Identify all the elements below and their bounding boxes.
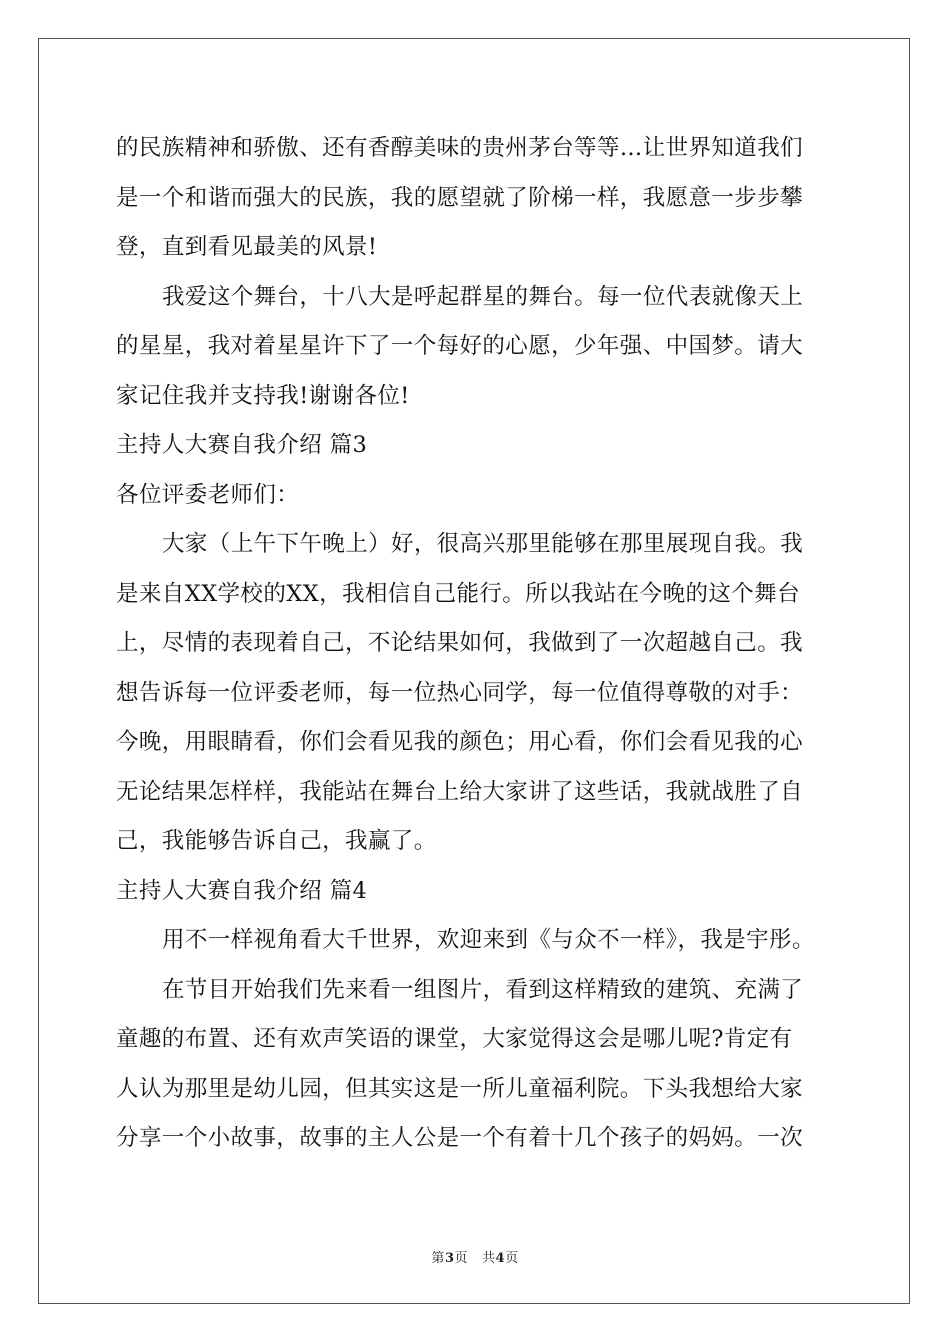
document-body bbox=[116, 124, 846, 1164]
section-heading: 主持人大赛自我介绍 篇4 bbox=[116, 877, 368, 904]
text-line: 在节目开始我们先来看一组图片，看到这样精致的建筑、充满了 bbox=[162, 976, 804, 1003]
text-line: 的民族精神和骄傲、还有香醇美味的贵州茅台等等…让世界知道我们 bbox=[116, 135, 804, 161]
total-prefix: 共 bbox=[482, 1251, 496, 1266]
page-suffix: 页 bbox=[454, 1251, 468, 1266]
page-number: 3 bbox=[444, 1251, 455, 1266]
text-line: 己，我能够告诉自己，我赢了。 bbox=[116, 828, 437, 854]
text-line: 的星星，我对着星星许下了一个每好的心愿，少年强、中国梦。请大 bbox=[116, 333, 804, 359]
total-pages: 4 bbox=[495, 1251, 506, 1266]
text-line: 是来自XX学校的XX，我相信自己能行。所以我站在今晚的这个舞台 bbox=[116, 580, 800, 607]
page-footer bbox=[0, 1247, 950, 1266]
text-line: 我爱这个舞台，十八大是呼起群星的舞台。每一位代表就像天上 bbox=[162, 283, 804, 310]
text-line: 用不一样视角看大千世界，欢迎来到《与众不一样》，我是宇彤。 bbox=[162, 927, 815, 953]
text-line: 想告诉每一位评委老师，每一位热心同学，每一位值得尊敬的对手： bbox=[116, 679, 804, 706]
text-line: 家记住我并支持我!谢谢各位! bbox=[116, 382, 410, 409]
section-heading: 主持人大赛自我介绍 篇3 bbox=[116, 432, 368, 458]
text-line: 无论结果怎样样，我能站在舞台上给大家讲了这些话，我就战胜了自 bbox=[116, 778, 804, 805]
text-line: 上，尽情的表现着自己，不论结果如何，我做到了一次超越自己。我 bbox=[116, 630, 804, 656]
salutation: 各位评委老师们： bbox=[116, 481, 300, 508]
text-line: 分享一个小故事，故事的主人公是一个有着十几个孩子的妈妈。一次 bbox=[116, 1125, 804, 1151]
text-line: 是一个和谐而强大的民族，我的愿望就了阶梯一样，我愿意一步步攀 bbox=[116, 184, 804, 211]
text-line: 童趣的布置、还有欢声笑语的课堂，大家觉得这会是哪儿呢?肯定有 bbox=[116, 1026, 793, 1052]
text-line: 大家（上午下午晚上）好，很高兴那里能够在那里展现自我。我 bbox=[162, 531, 804, 557]
text-line: 人认为那里是幼儿园，但其实这是一所儿童福利院。下头我想给大家 bbox=[116, 1075, 804, 1102]
page-prefix: 第 bbox=[431, 1251, 445, 1266]
text-line: 登，直到看见最美的风景! bbox=[116, 234, 378, 260]
total-suffix: 页 bbox=[505, 1251, 519, 1266]
text-line: 今晚，用眼睛看，你们会看见我的颜色；用心看，你们会看见我的心 bbox=[116, 729, 804, 755]
